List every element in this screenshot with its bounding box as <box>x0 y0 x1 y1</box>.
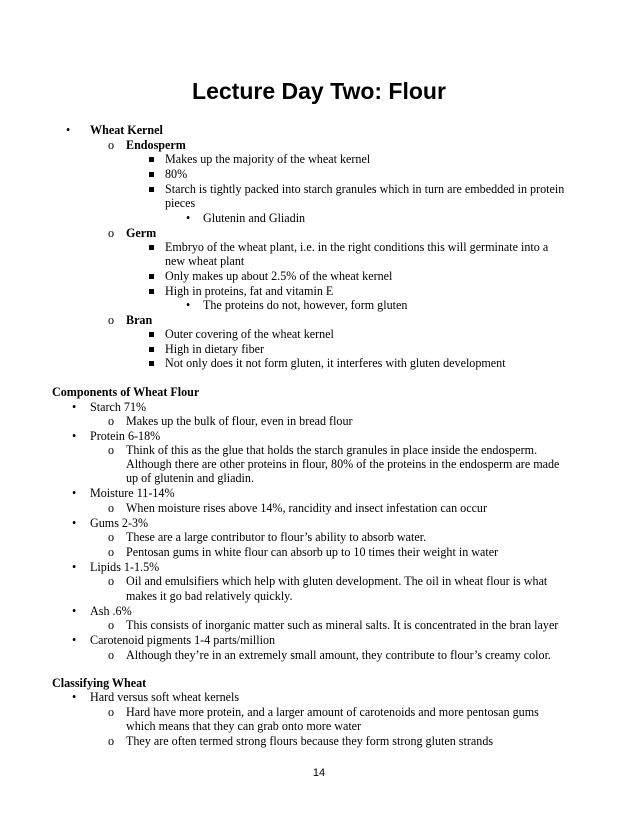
page-title: Lecture Day Two: Flour <box>192 78 446 104</box>
component-note-cont: Although there are other proteins in flour, 80% of the proteins in the endosperm are made <box>126 457 560 471</box>
classifying-heading: Classifying Wheat <box>52 676 147 690</box>
circle-marker: o <box>108 648 115 662</box>
component-label: Lipids 1-1.5% <box>90 560 160 574</box>
endosperm-subpoint: Glutenin and Gliadin <box>203 211 306 225</box>
square-bullet-marker <box>149 172 154 177</box>
germ-point: High in proteins, fat and vitamin E <box>165 284 334 298</box>
square-bullet-marker <box>149 245 154 250</box>
component-note-cont: up of glutenin and gliadin. <box>126 471 254 485</box>
germ-point: Only makes up about 2.5% of the wheat kernel <box>165 269 393 283</box>
bullet-marker: • <box>72 690 77 704</box>
square-bullet-marker <box>149 187 154 192</box>
circle-marker: o <box>108 734 115 748</box>
components-heading: Components of Wheat Flour <box>52 385 200 399</box>
endosperm-point: 80% <box>165 167 188 181</box>
circle-marker: o <box>108 138 115 152</box>
square-bullet-marker <box>149 289 154 294</box>
component-note: These are a large contributor to flour’s ability to absorb water. <box>126 530 427 544</box>
bullet-marker: • <box>72 633 77 647</box>
bullet-marker: • <box>186 298 191 312</box>
circle-marker: o <box>108 414 115 428</box>
square-bullet-marker <box>149 274 154 279</box>
circle-marker: o <box>108 530 115 544</box>
circle-marker: o <box>108 226 115 240</box>
square-bullet-marker <box>149 361 154 366</box>
square-bullet-marker <box>149 332 154 337</box>
bullet-marker: • <box>72 400 77 414</box>
bullet-marker: • <box>72 604 77 618</box>
circle-marker: o <box>108 545 115 559</box>
component-note-cont: makes it go bad relatively quickly. <box>126 589 293 603</box>
bran-point: Outer covering of the wheat kernel <box>165 327 334 341</box>
component-note: This consists of inorganic matter such as mineral salts. It is concentrated in the bran layer <box>126 618 559 632</box>
component-note: Although they’re in an extremely small amount, they contribute to flour’s creamy color. <box>126 648 551 662</box>
germ-label: Germ <box>126 226 157 240</box>
circle-marker: o <box>108 313 115 327</box>
component-label: Ash .6% <box>90 604 132 618</box>
circle-marker: o <box>108 501 115 515</box>
square-bullet-marker <box>149 157 154 162</box>
component-label: Starch 71% <box>90 400 147 414</box>
classify-label: Hard versus soft wheat kernels <box>90 690 240 704</box>
germ-subpoint: The proteins do not, however, form gluten <box>203 298 408 312</box>
bullet-marker: • <box>72 486 77 500</box>
circle-marker: o <box>108 574 115 588</box>
component-label: Carotenoid pigments 1-4 parts/million <box>90 633 276 647</box>
component-label: Gums 2-3% <box>90 516 149 530</box>
circle-marker: o <box>108 705 115 719</box>
wheat-kernel-heading: Wheat Kernel <box>90 123 163 137</box>
circle-marker: o <box>108 443 115 457</box>
bullet-marker: • <box>72 429 77 443</box>
component-label: Moisture 11-14% <box>90 486 175 500</box>
component-note: Oil and emulsifiers which help with gluten development. The oil in wheat flour is what <box>126 574 548 588</box>
bran-point: Not only does it not form gluten, it interferes with gluten development <box>165 356 506 370</box>
classify-note: Hard have more protein, and a larger amount of carotenoids and more pentosan gums <box>126 705 539 719</box>
germ-point: Embryo of the wheat plant, i.e. in the right conditions this will germinate into a <box>165 240 549 254</box>
germ-point-cont: new wheat plant <box>165 254 245 268</box>
square-bullet-marker <box>149 347 154 352</box>
component-note: Makes up the bulk of flour, even in bread flour <box>126 414 353 428</box>
component-note: Pentosan gums in white flour can absorb up to 10 times their weight in water <box>126 545 499 559</box>
component-label: Protein 6-18% <box>90 429 161 443</box>
classify-note-cont: which means that they can grab onto more water <box>126 719 362 733</box>
bullet-marker: • <box>186 211 191 225</box>
bullet-marker: • <box>66 123 71 137</box>
page-number: 14 <box>312 767 326 779</box>
classify-note: They are often termed strong flours because they form strong gluten strands <box>126 734 494 748</box>
component-note: Think of this as the glue that holds the starch granules in place inside the endosperm. <box>126 443 538 457</box>
endosperm-point: Makes up the majority of the wheat kernel <box>165 152 371 166</box>
component-note: When moisture rises above 14%, rancidity and insect infestation can occur <box>126 501 488 515</box>
bullet-marker: • <box>72 560 77 574</box>
endosperm-label: Endosperm <box>126 138 186 152</box>
bran-point: High in dietary fiber <box>165 342 265 356</box>
endosperm-point-cont: pieces <box>165 196 196 210</box>
endosperm-point: Starch is tightly packed into starch granules which in turn are embedded in protein <box>165 182 565 196</box>
bran-label: Bran <box>126 313 153 327</box>
circle-marker: o <box>108 618 115 632</box>
bullet-marker: • <box>72 516 77 530</box>
